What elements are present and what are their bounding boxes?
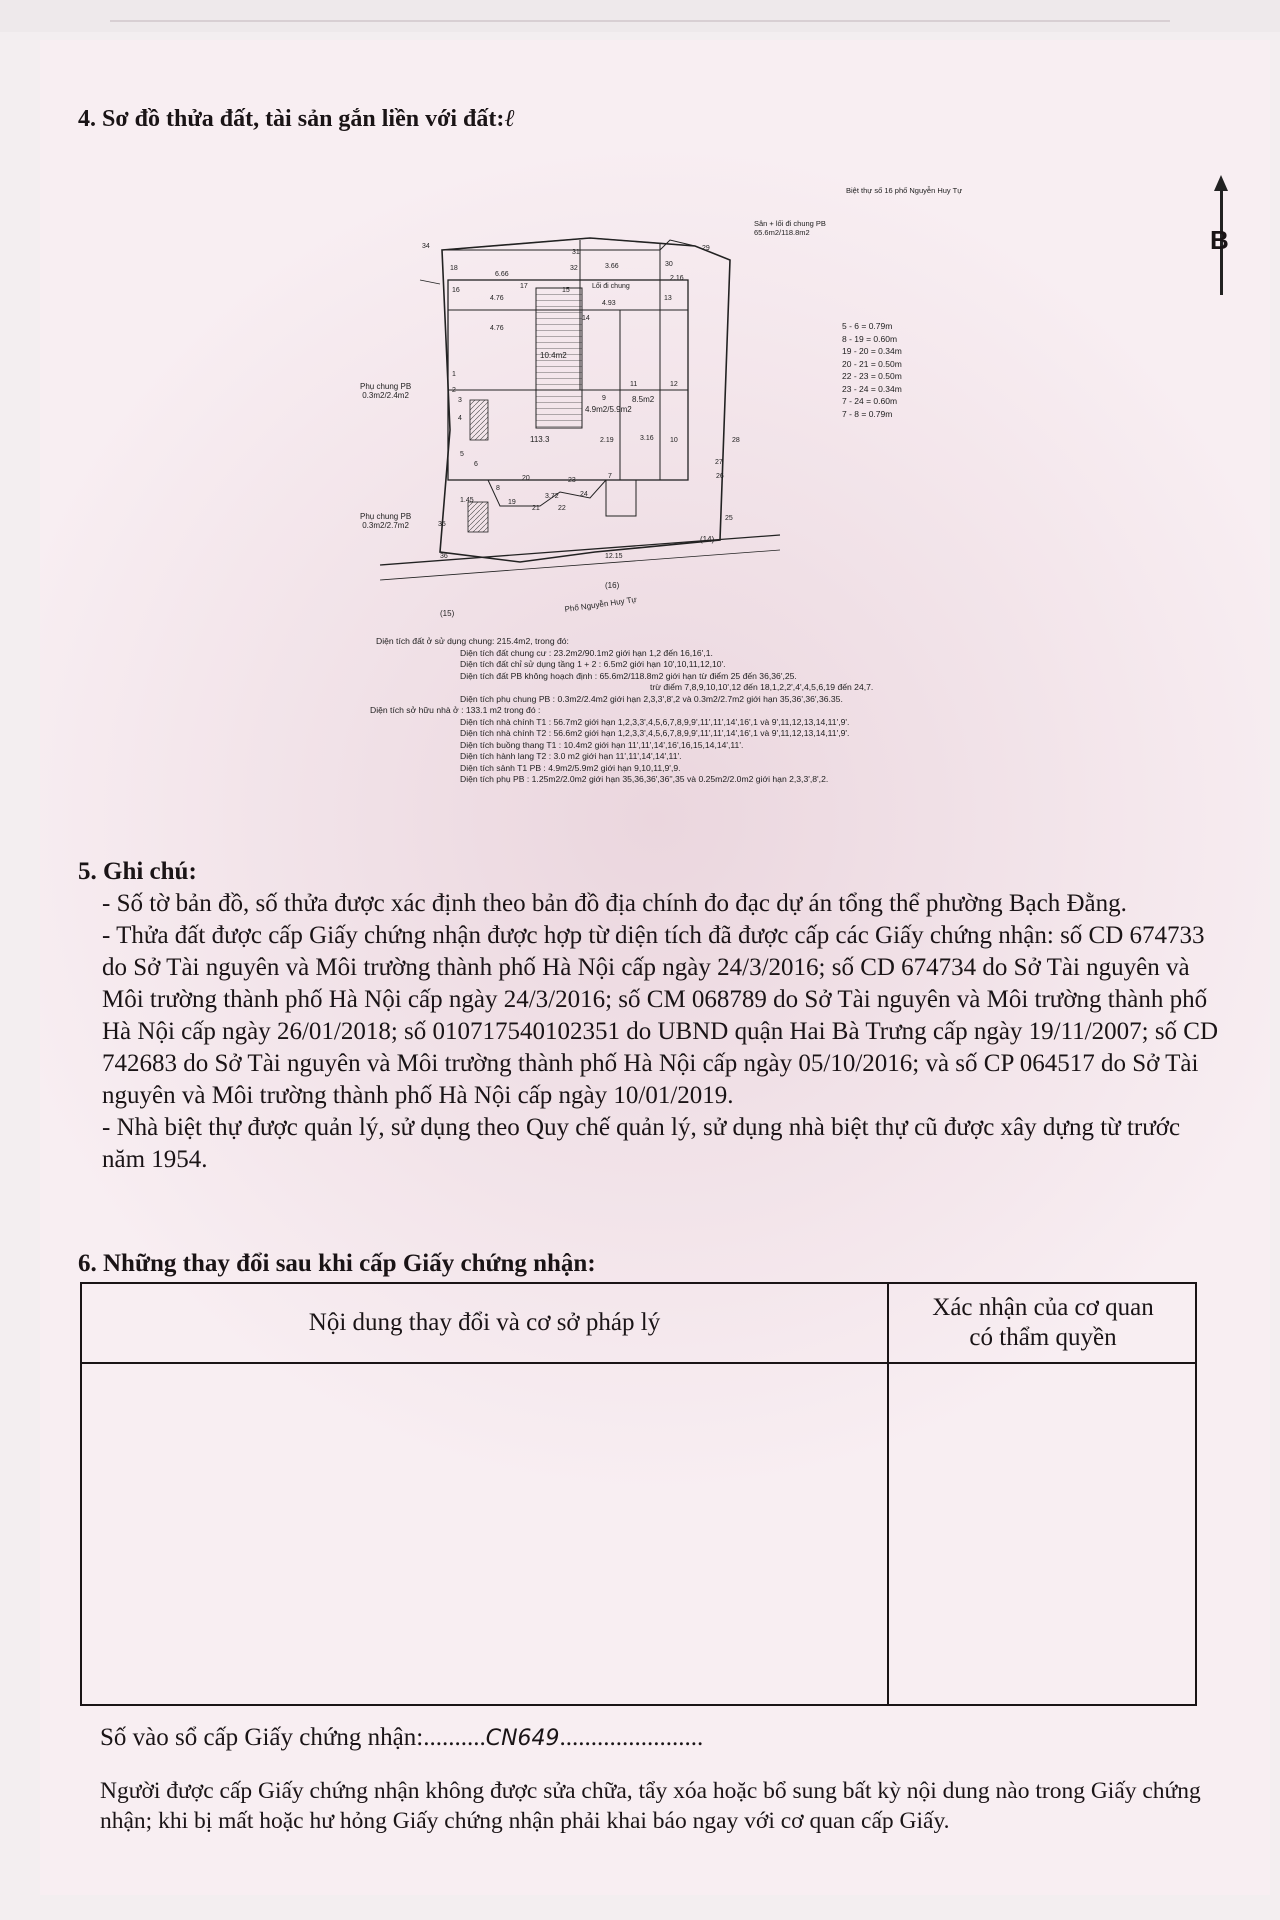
point-label: 19 [508, 499, 516, 506]
header-confirmation-line-2: có thẩm quyền [969, 1324, 1117, 1351]
area-summary [360, 636, 873, 786]
segment-item: 7 - 8 = 0.79m [842, 408, 893, 419]
point-label: 8 [496, 485, 500, 492]
point-label: 12 [670, 381, 678, 388]
segment-item: 23 - 24 = 0.34m [842, 383, 902, 394]
point-label: 22 [558, 505, 566, 512]
point-label: 10 [670, 437, 678, 444]
pb-left-1-b: 0.3m2/2.4m2 [362, 391, 409, 400]
certificate-footnote: Người được cấp Giấy chứng nhận không được sửa chữa, tẩy xóa hoặc bổ sung bất kỳ nội dung nào trong Giấy chứng nhận; khi bị mất hoặc hư hỏng Giấy chứng nhận phải khai báo ngay với cơ quan cấp Giấy. [100, 1778, 1201, 1834]
point-label: 23 [568, 477, 576, 484]
segment-item: 8 - 19 = 0.60m [842, 333, 898, 344]
dim-9: 3.72 [545, 493, 559, 500]
street-label: Phố Nguyễn Huy Tự [564, 594, 638, 614]
dim-8: 1.45 [460, 497, 474, 504]
land-plot-diagram [340, 180, 840, 640]
point-label: 5 [460, 451, 464, 458]
dim-6: 2.16 [670, 275, 684, 282]
segment-item: 20 - 21 = 0.50m [842, 358, 902, 369]
parcel-15: (15) [440, 609, 455, 618]
point-label: 25 [725, 515, 733, 522]
lane-label: Lối đi chung [592, 283, 630, 290]
pb-left-label-1 [360, 382, 411, 400]
dim-3: 4.76 [490, 295, 504, 302]
point-label: 20 [522, 475, 530, 482]
segment-item: 19 - 20 = 0.34m [842, 346, 902, 356]
point-label: 1 [452, 371, 456, 378]
lower-annex [606, 480, 636, 516]
plot-top-edge [442, 238, 695, 250]
point-label: 16 [452, 287, 460, 294]
area-line: Diện tích buồng thang T1 : 10.4m2 giới hạn 11',11',14',16',16,15,14,14',11'. [460, 739, 744, 750]
table-header-confirmation [889, 1284, 1197, 1362]
point-label: 11 [630, 381, 638, 388]
area-line: Diện tích sảnh T1 PB : 4.9m2/5.9m2 giới hạn 9,10,11,9',9. [460, 762, 681, 773]
area-line: Diện tích sở hữu nhà ở : 133.1 m2 trong đó : [370, 705, 541, 715]
point-label: 36 [440, 553, 448, 560]
section-6-heading: 6. Những thay đổi sau khi cấp Giấy chứng nhận: [78, 1250, 596, 1277]
segment-lengths [842, 320, 902, 420]
area-line: Diện tích đất PB không hoạch định : 65.6m2/118.8m2 giới hạn từ điểm 25 đến 36,36',25. [460, 670, 797, 681]
point-label: 13 [664, 295, 672, 302]
section-5-notes [78, 856, 1228, 1176]
room-area-4: 113.3 [530, 435, 550, 444]
point-label: 3 [458, 397, 462, 404]
north-arrow [1196, 175, 1236, 295]
section-5-heading: 5. Ghi chú: [78, 858, 197, 885]
pb-left-1-a: Phụ chung PB [360, 382, 412, 391]
area-line: Diện tích đất chỉ sử dụng tầng 1 + 2 : 6.5m2 giới hạn 10',10,11,12,10'. [460, 659, 726, 669]
point-label: 15 [562, 287, 570, 294]
plot-drawing [340, 180, 840, 640]
area-line: Diện tích hành lang T2 : 3.0 m2 giới hạn 11',11',14',14',11'. [460, 751, 682, 761]
registry-value: CN649 [485, 1726, 560, 1751]
registry-number [100, 1724, 703, 1752]
parcel-14: (14) [700, 535, 715, 544]
table-header-divider [82, 1362, 1195, 1364]
area-line: trừ điểm 7,8,9,10,10',12 đến 18,1,2,2',4',4,5,6,19 đến 24,7. [650, 682, 874, 692]
point-label: 32 [570, 265, 578, 272]
point-label: 21 [532, 505, 540, 512]
point-label: 29 [702, 245, 710, 252]
section-4-heading: 4. Sơ đồ thửa đất, tài sản gắn liền với đất:ℓ [78, 106, 515, 132]
point-label: 18 [450, 265, 458, 272]
segment-item: 22 - 23 = 0.50m [842, 371, 902, 381]
dim-11: 2.19 [600, 437, 614, 444]
north-label: B [1210, 225, 1229, 255]
point-label: 35 [438, 521, 446, 528]
dim-4: 4.93 [602, 300, 616, 307]
area-line: Diện tích đất chung cư : 23.2m2/90.1m2 giới hạn 1,2 đến 16,16',1. [460, 647, 713, 658]
note-paragraph-3: - Nhà biệt thự được quản lý, sử dụng theo Quy chế quản lý, sử dụng nhà biệt thự cũ được xây dựng từ trước năm 1954. [102, 1114, 1181, 1173]
point-label: 34 [422, 243, 430, 250]
area-line: Diện tích phụ PB : 1.25m2/2.0m2 giới hạn 35,36,36',36'',35 và 0.25m2/2.0m2 giới hạn 2,3,3',8',2. [460, 774, 829, 784]
neighbor-label: Biệt thự số 16 phố Nguyễn Huy Tự [846, 186, 963, 195]
segment-item: 5 - 6 = 0.79m [842, 321, 893, 331]
pb-area-bottom [468, 502, 488, 532]
registry-dots-after: ....................... [559, 1724, 704, 1751]
registry-dots-before: .......... [423, 1724, 486, 1751]
neighbor-notes [754, 186, 963, 237]
point-label: 17 [520, 283, 528, 290]
area-line: Diện tích nhà chính T1 : 56.7m2 giới hạn 1,2,3,3',4,5,6,7,8,9,9',11',11',14',16',1 và 9',11,12,13,14,11',9'. [460, 716, 850, 727]
pb-left-label-2 [360, 512, 411, 530]
point-label: 4 [458, 415, 462, 422]
pb-left-2-a: Phụ chung PB [360, 512, 412, 521]
room-area-1: 10.4m2 [540, 351, 567, 360]
point-label: 28 [732, 437, 740, 444]
note-paragraph-2: - Thửa đất được cấp Giấy chứng nhận được hợp từ diện tích đã được cấp các Giấy chứng nhận: số CD 674733 do Sở Tài nguyên và Môi trường thành phố Hà Nội cấp ngày 24/3/2016; số CD 674734 do Sở Tài nguyên và Môi trường thành phố Hà Nội cấp ngày 24/3/2016; số CM 068789 do Sở Tài nguyên và Môi trường thành phố Hà Nội cấp ngày 26/01/2018; số 010717540102351 do UBND quận Hai Bà Trưng cấp ngày 19/11/2007; số CD 742683 do Sở Tài nguyên và Môi trường thành phố Hà Nội cấp ngày 05/10/2016; và số CP 064517 do Sở Tài nguyên và Môi trường thành phố Hà Nội cấp ngày 10/01/2019. [102, 922, 1219, 1109]
room-area-3: 8.5m2 [632, 395, 655, 404]
point-label: 6 [474, 461, 478, 468]
note-paragraph-1: - Số tờ bản đồ, số thửa được xác định theo bản đồ địa chính đo đạc dự án tổng thể phường Bạch Đằng. [102, 890, 1127, 917]
changes-table [80, 1282, 1197, 1706]
dim-7: 12.15 [605, 553, 623, 560]
point-label: 2 [452, 387, 456, 394]
pb-area-left [470, 400, 488, 440]
top-strip [0, 0, 1280, 32]
dim-5: 4.76 [490, 325, 504, 332]
shared-label-1: Sân + lối đi chung PB [754, 219, 826, 228]
area-line: Diện tích phụ chung PB : 0.3m2/2.4m2 giới hạn 2,3,3',8',2 và 0.3m2/2.7m2 giới hạn 35,36',36',36.35. [460, 693, 843, 704]
pb-left-2-b: 0.3m2/2.7m2 [362, 521, 409, 530]
registry-label: Số vào sổ cấp Giấy chứng nhận: [100, 1724, 424, 1751]
area-line: Diện tích đất ở sử dụng chung: 215.4m2, trong đó: [376, 636, 569, 646]
room-area-2: 4.9m2/5.9m2 [585, 405, 632, 414]
dim-10: 3.16 [640, 435, 654, 442]
point-label: 9 [602, 395, 606, 402]
point-label: 24 [580, 491, 588, 498]
dim-top: 6.66 [495, 271, 509, 278]
point-label: 26 [716, 473, 724, 480]
top-divider [110, 20, 1170, 22]
shared-label-2: 65.6m2/118.8m2 [754, 228, 810, 237]
dim-top-2: 3.66 [605, 263, 619, 270]
point-label: 7 [608, 473, 612, 480]
point-label: 27 [715, 459, 723, 466]
area-line: Diện tích nhà chính T2 : 56.6m2 giới hạn 1,2,3,3',4,5,6,7,8,9,9',11',11',14',16',1 và 9',11,12,13,14,11',9'. [460, 728, 850, 738]
point-label: 30 [665, 261, 673, 268]
point-label: 31 [572, 249, 580, 256]
point-label: 14 [582, 315, 590, 322]
header-confirmation-line-1: Xác nhận của cơ quan [932, 1294, 1154, 1321]
table-header-content: Nội dung thay đổi và cơ sở pháp lý [308, 1309, 661, 1336]
segment-item: 7 - 24 = 0.60m [842, 396, 898, 406]
parcel-16: (16) [605, 581, 620, 590]
